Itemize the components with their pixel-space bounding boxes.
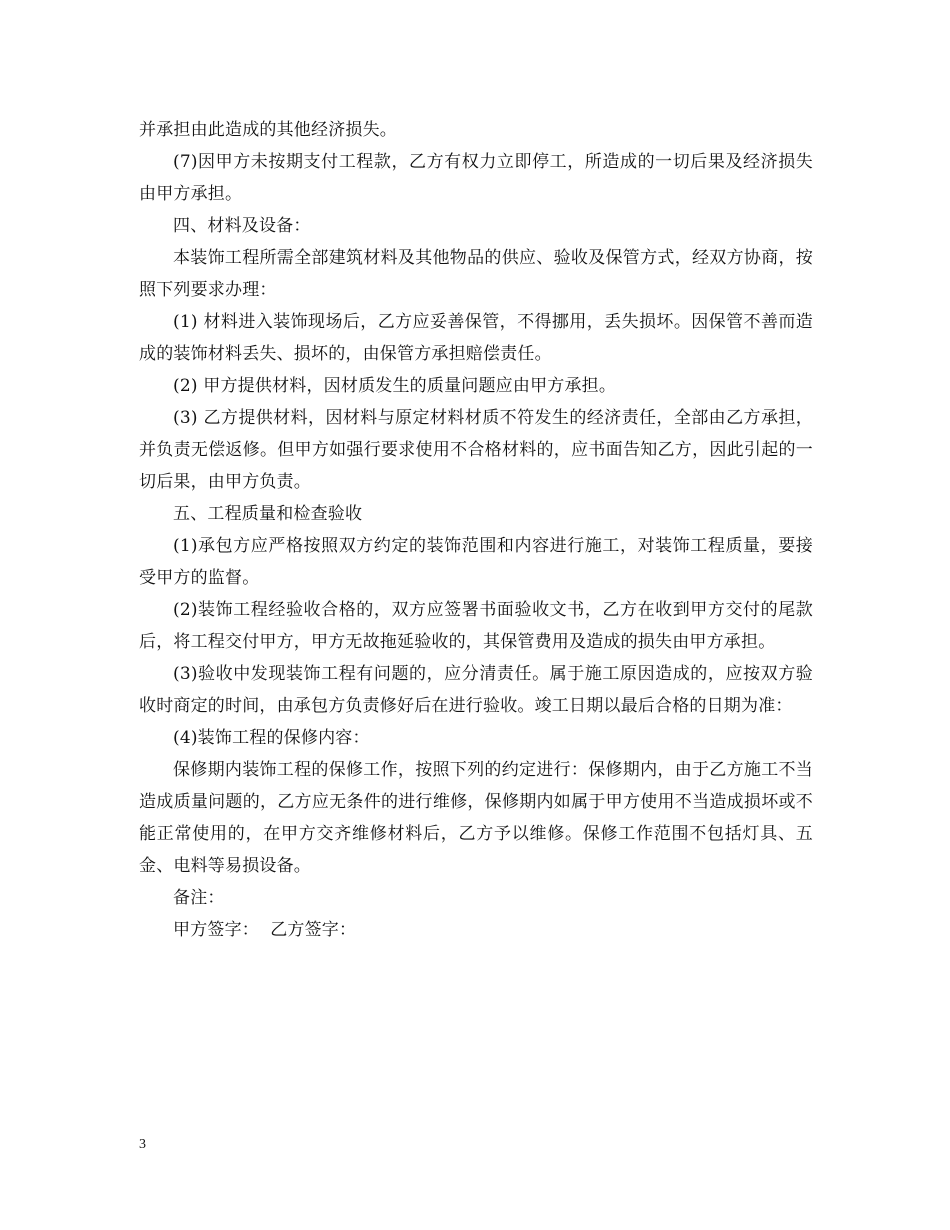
page-number: 3 [139,1137,146,1152]
section-heading-materials: 四、材料及设备： [173,216,311,236]
paragraph-materials-2: (2) 甲方提供材料，因材质发生的质量问题应由甲方承担。 [173,376,617,396]
paragraph-materials-3: (3) 乙方提供材料，因材料与原定材料材质不符发生的经济责任，全部由乙方承担，并负责无偿返修。但甲方如强行要求使用不合格材料的，应书面告知乙方，因此引起的一切后果，由甲方负责。 [139,408,813,492]
paragraph-materials-intro: 本装饰工程所需全部建筑材料及其他物品的供应、验收及保管方式，经双方协商，按照下列要求办理： [139,248,813,300]
paragraph-quality-3: (3)验收中发现装饰工程有问题的，应分清责任。属于施工原因造成的，应按双方验收时商定的时间，由承包方负责修好后在进行验收。竣工日期以最后合格的日期为准： [139,664,813,716]
paragraph-quality-1: (1)承包方应严格按照双方约定的装饰范围和内容进行施工，对装饰工程质量，要接受甲方的监督。 [139,536,813,588]
paragraph-remarks: 备注： [173,888,225,908]
document-body [139,114,813,946]
section-heading-quality: 五、工程质量和检查验收 [173,504,363,524]
paragraph-materials-1: (1) 材料进入装饰现场后，乙方应妥善保管，不得挪用，丢失损坏。因保管不善而造成的装饰材料丢失、损坏的，由保管方承担赔偿责任。 [139,312,813,364]
paragraph-warranty: 保修期内装饰工程的保修工作，按照下列的约定进行：保修期内，由于乙方施工不当造成质量问题的，乙方应无条件的进行维修，保修期内如属于甲方使用不当造成损坏或不能正常使用的，在甲方交齐维修材料后，乙方予以维修。保修工作范围不包括灯具、五金、电料等易损设备。 [139,760,813,876]
paragraph-quality-2: (2)装饰工程经验收合格的，双方应签署书面验收文书，乙方在收到甲方交付的尾款后，将工程交付甲方，甲方无故拖延验收的，其保管费用及造成的损失由甲方承担。 [139,600,813,652]
paragraph-item-7: (7)因甲方未按期支付工程款，乙方有权力立即停工，所造成的一切后果及经济损失由甲方承担。 [139,152,813,204]
paragraph-continuation: 并承担由此造成的其他经济损失。 [139,120,397,140]
paragraph-signatures: 甲方签字： 乙方签字： [173,920,357,940]
paragraph-quality-4: (4)装饰工程的保修内容： [173,728,370,748]
